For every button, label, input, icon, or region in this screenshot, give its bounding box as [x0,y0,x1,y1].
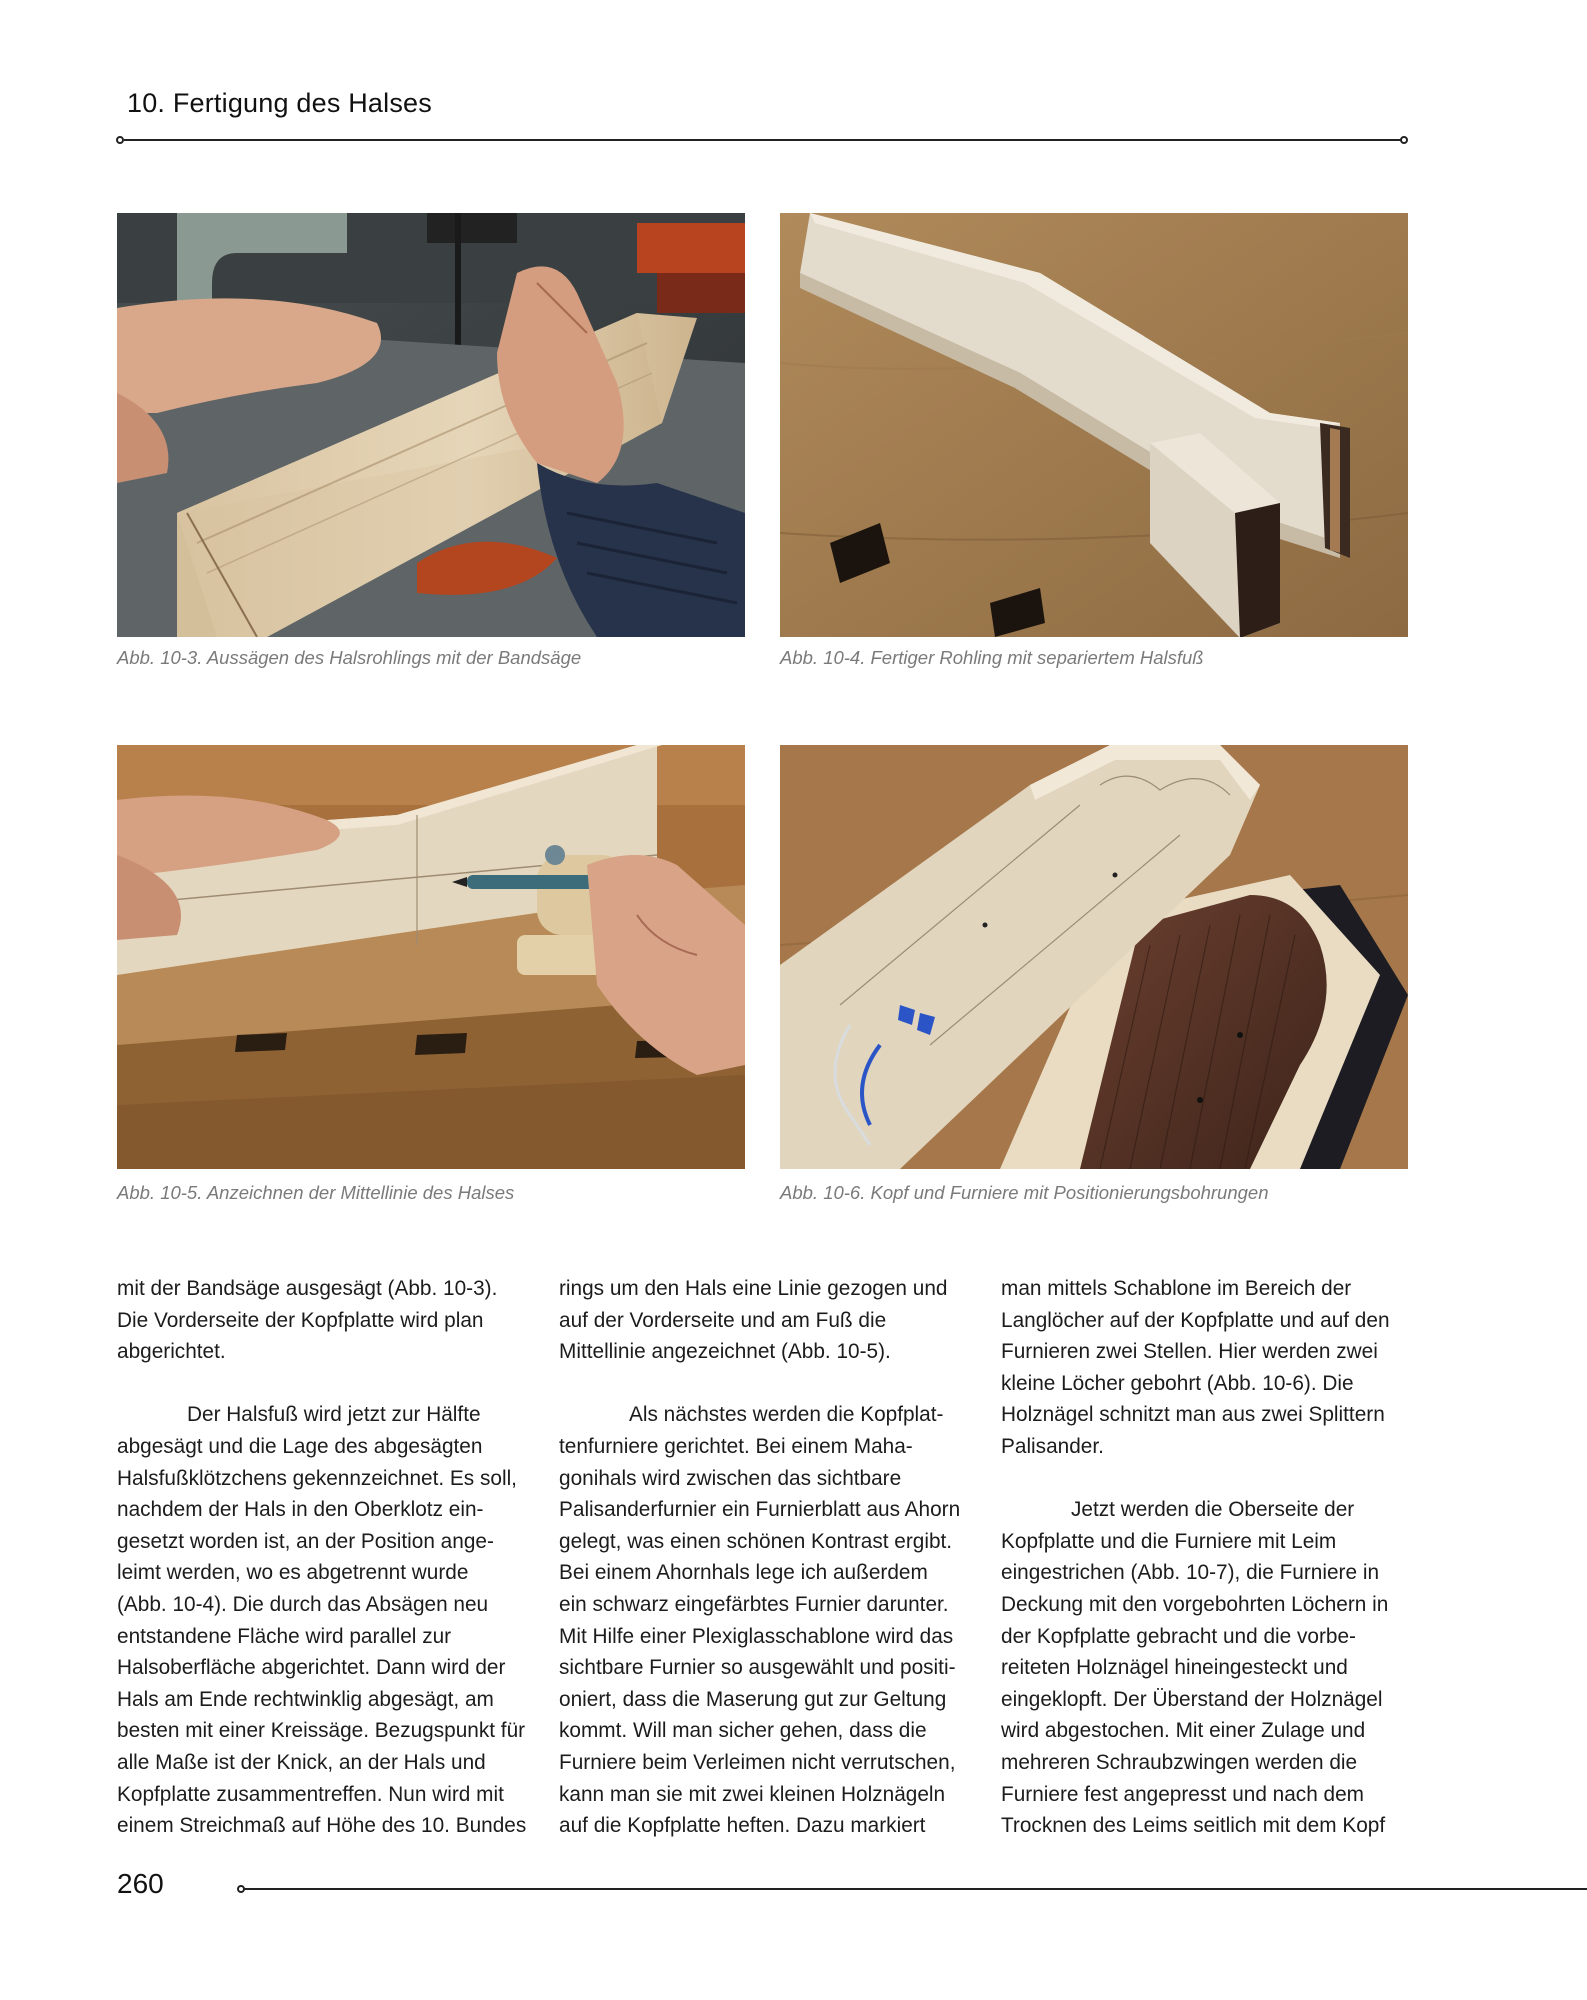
footer-rule [243,1888,1587,1890]
paragraph: Jetzt werden die Oberseite der Kopfplatte und die Furniere mit Leim eingestrichen (Abb. 10-7), die Furniere in Deckung mit den vorgebohrten Löchern in der Kopfplatte gebracht und die vorbe- reiteten Holznägel hineingesteckt und eingeklopft. Der Überstand der Holznägel wird abgestochen. Mit einer Zulage und mehreren Schraubzwingen werden die Furniere fest angepresst und nach dem Trocknen des Leims seitlich mit dem Kopf [1001,1498,1389,1838]
header-rule-end-dot [1400,136,1408,144]
paragraph: mit der Bandsäge ausgesägt (Abb. 10-3). Die Vorderseite der Kopfplatte wird plan abgerichtet. [117,1277,498,1364]
chapter-title: 10. Fertigung des Halses [127,88,432,118]
finished-neck-blank-photo [780,213,1408,637]
figure-10-5-photo [117,745,745,1169]
paragraph: Der Halsfuß wird jetzt zur Hälfte abgesägt und die Lage des abgesägten Halsfußklötzchens gekennzeichnet. Es soll, nachdem der Hals in den Oberklotz ein- gesetzt worden ist, an der Position ange- leimt werden, wo es abgetrennt wurde (Abb. 10-4). Die durch das Absägen neu entstandene Fläche wird parallel zur Halsoberfläche abgerichtet. Dann wird der Hals am Ende rechtwinklig abgesägt, am besten mit einer Kreissäge. Bezugspunkt für alle Maße ist der Knick, an der Hals und Kopfplatte zusammentreffen. Nun wird mit einem Streichmaß auf Höhe des 10. Bundes [117,1403,527,1838]
figure-10-6-caption: Abb. 10-6. Kopf und Furniere mit Positionierungsbohrungen [780,1182,1269,1203]
figure-10-6-photo [780,745,1408,1169]
text-column-3 [1001,1273,1426,1842]
headstock-veneers-photo [780,745,1408,1169]
marking-centerline-photo [117,745,745,1169]
page-number: 260 [117,1868,164,1899]
figure-10-5-caption: Abb. 10-5. Anzeichnen der Mittellinie des Halses [117,1182,515,1203]
text-column-2 [559,1273,984,1842]
figure-10-4-caption: Abb. 10-4. Fertiger Rohling mit separiertem Halsfuß [780,647,1204,668]
figure-10-3-photo [117,213,745,637]
footer-rule-start-dot [237,1885,245,1893]
paragraph: rings um den Hals eine Linie gezogen und auf der Vorderseite und am Fuß die Mittellinie angezeichnet (Abb. 10-5). [559,1277,948,1364]
band-saw-cutting-photo [117,213,745,637]
paragraph: man mittels Schablone im Bereich der Langlöcher auf der Kopfplatte und auf den Furnieren zwei Stellen. Hier werden zwei kleine Löcher gebohrt (Abb. 10-6). Die Holznägel schnitzt man aus zwei Splittern Palisander. [1001,1277,1390,1458]
paragraph: Als nächstes werden die Kopfplat- tenfurniere gerichtet. Bei einem Maha- gonihals wird zwischen das sichtbare Palisanderfurnier ein Furnierblatt aus Ahorn gelegt, was einen schönen Kontrast ergibt. Bei einem Ahornhals lege ich außerdem ein schwarz eingefärbtes Furnier darunter. Mit Hilfe einer Plexiglasschablone wird das sichtbare Furnier so ausgewählt und positi- oniert, dass die Maserung gut zur Geltung kommt. Will man sicher gehen, dass die Furniere beim Verleimen nicht verrutschen, kann man sie mit zwei kleinen Holznägeln auf die Kopfplatte heften. Dazu markiert [559,1403,961,1838]
figure-10-3-caption: Abb. 10-3. Aussägen des Halsrohlings mit der Bandsäge [117,647,582,668]
text-column-1 [117,1273,542,1842]
header-rule [124,139,1404,141]
header-rule-start-dot [116,136,124,144]
figure-10-4-photo [780,213,1408,637]
